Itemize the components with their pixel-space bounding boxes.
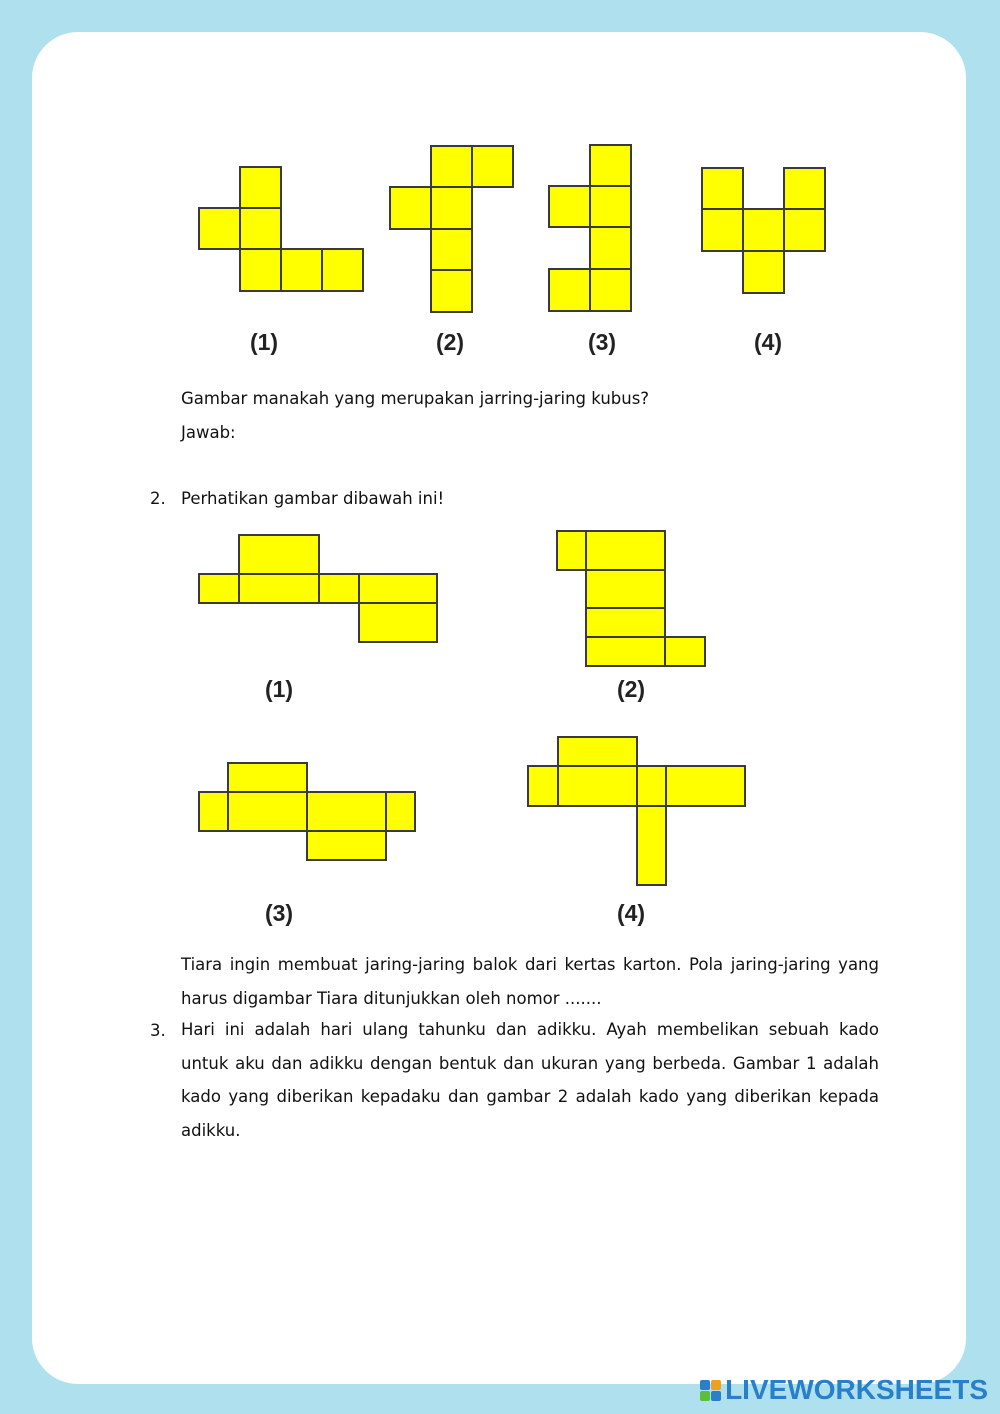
cube-net-label-1: (1)	[249, 329, 279, 355]
question-2-text: Tiara ingin membuat jaring-jaring balok dari kertas karton. Pola jaring-jaring yang harus digambar Tiara ditunjukkan oleh nomor .......	[181, 955, 879, 1008]
liveworksheets-logo-icon	[700, 1380, 721, 1401]
answer-label: Jawab:	[181, 423, 236, 442]
cuboid-net-2	[556, 530, 708, 668]
cube-net-2	[389, 145, 517, 315]
question-2-number: 2.	[150, 489, 166, 508]
cuboid-net-3	[198, 762, 418, 862]
cube-net-label-3: (3)	[587, 329, 617, 355]
liveworksheets-logo-text: LIVEWORKSHEETS	[725, 1374, 988, 1405]
cuboid-net-label-2: (2)	[616, 676, 646, 702]
question-1-text: Gambar manakah yang merupakan jarring-jaring kubus?	[181, 389, 650, 408]
cube-net-1	[198, 166, 366, 294]
question-3-number: 3.	[150, 1021, 166, 1040]
cuboid-net-1	[198, 534, 440, 646]
cuboid-net-label-3: (3)	[264, 900, 294, 926]
question-2-instruction: Perhatikan gambar dibawah ini!	[181, 489, 445, 508]
cube-net-label-2: (2)	[435, 329, 465, 355]
cube-net-3	[548, 144, 636, 314]
liveworksheets-logo[interactable]	[700, 1374, 988, 1406]
cube-net-label-4: (4)	[753, 329, 783, 355]
question-3-text: Hari ini adalah hari ulang tahunku dan adikku. Ayah membelikan sebuah kado untuk aku dan adikku dengan bentuk dan ukuran yang berbeda. Gambar 1 adalah kado yang diberikan kepadaku dan gambar 2 adalah kado yang diberikan kepada adikku.	[181, 1020, 879, 1140]
cube-net-4	[701, 167, 829, 295]
cuboid-net-label-4: (4)	[616, 900, 646, 926]
cuboid-net-label-1: (1)	[264, 676, 294, 702]
cuboid-net-4	[527, 736, 749, 888]
